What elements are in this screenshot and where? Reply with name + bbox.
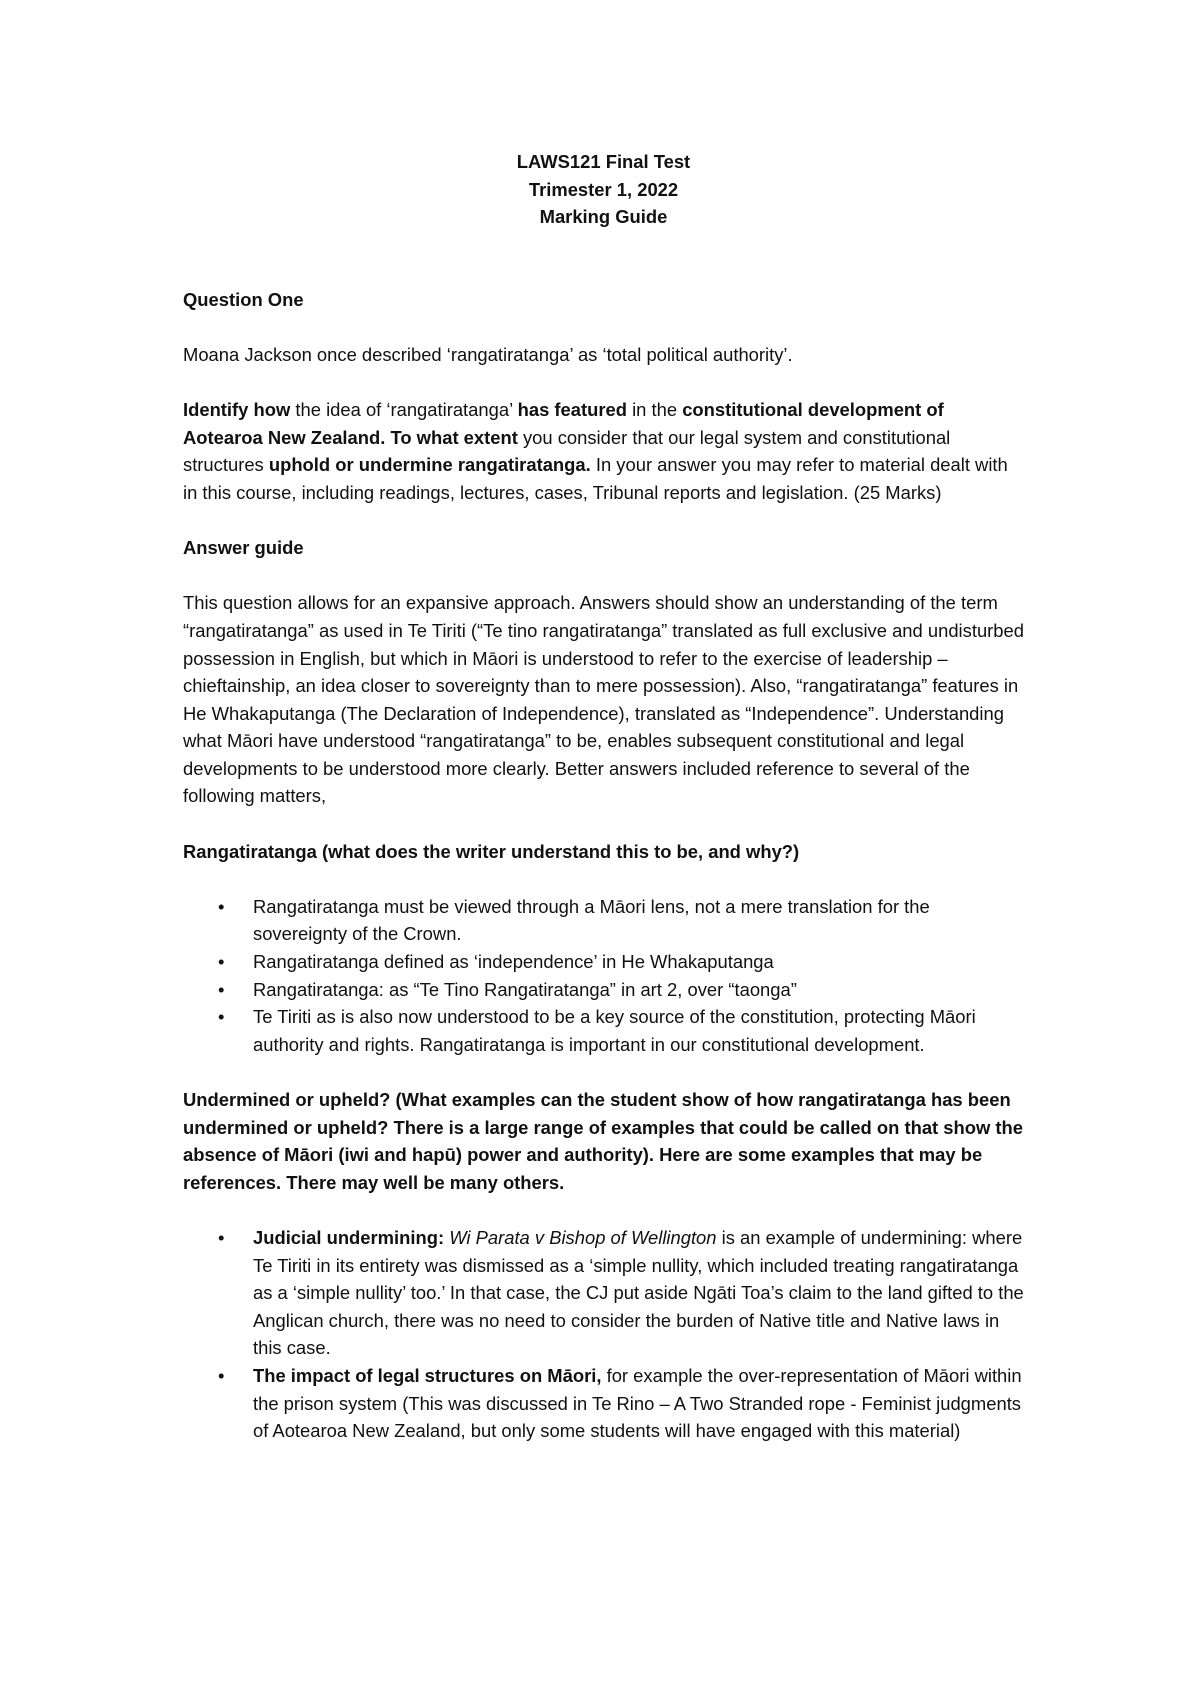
answer-guide-intro: This question allows for an expansive approach. Answers should show an understanding of the term “rangatiratanga” as used in Te Tiriti (“Te tino rangatiratanga” translated as full exclusive and undisturbed possession in English, but which in Māori is understood to refer to the exercise of leadership – chieftainship, an idea closer to sovereignty than to mere possession). Also, “rangatiratanga” features in He Whakaputanga (The Declaration of Independence), translated as “Independence”. Understanding what Māori have understood “rangatiratanga” to be, enables subsequent constitutional and legal developments to be understood more clearly. Better answers included reference to several of the following matters, bbox=[183, 592, 1024, 807]
list-item-judicial bbox=[183, 1224, 1024, 1362]
question-prompt bbox=[183, 396, 1024, 506]
answer-guide-heading: Answer guide bbox=[183, 537, 304, 559]
undermined-list bbox=[183, 1224, 1024, 1445]
case-name: Wi Parata v Bishop of Wellington bbox=[449, 1226, 717, 1248]
section-rangatiratanga-heading: Rangatiratanga (what does the writer understand this to be, and why?) bbox=[183, 840, 800, 862]
trimester-line: Trimester 1, 2022 bbox=[528, 178, 679, 200]
rangatiratanga-list bbox=[183, 893, 1024, 1059]
legal-structures-label: The impact of legal structures on Māori, bbox=[253, 1364, 602, 1386]
judicial-text: is an example of undermining: where Te Tiriti in its entirety was dismissed as a ‘simple nullity, which included treating rangatiratanga as a ‘simple nullity’ too.’ In that case, the CJ put aside Ngāti Toa’s claim to the land gifted to the Anglican church, there was no need to consider the burden of Native title and Native laws in this case. bbox=[253, 1226, 1024, 1359]
prompt-text-2: the idea of ‘rangatiratanga’ bbox=[290, 399, 518, 421]
judicial-label: Judicial undermining: bbox=[253, 1226, 445, 1248]
list-item: • Te Tiriti as is also now understood to be a key source of the constitution, protecting Māori authority and rights. Rangatiratanga is important in our constitutional development. bbox=[183, 1003, 1024, 1058]
legal-structures-text: for example the over-representation of Māori within the prison system (This was discussed in Te Rino – A Two Stranded rope - Feminist judgments of Aotearoa New Zealand, but only some students will have engaged with this material) bbox=[253, 1364, 1022, 1442]
prompt-bold-3: has featured bbox=[517, 399, 627, 421]
list-item: • Rangatiratanga defined as ‘independence’ in He Whakaputanga bbox=[183, 948, 1024, 976]
prompt-bold-1: Identify how bbox=[183, 399, 291, 421]
list-item: • Rangatiratanga: as “Te Tino Rangatiratanga” in art 2, over “taonga” bbox=[183, 976, 1024, 1004]
guide-title: Marking Guide bbox=[539, 206, 668, 228]
question-heading: Question One bbox=[183, 288, 304, 310]
section-undermined-heading: Undermined or upheld? (What examples can the student show of how rangatiratanga has been undermined or upheld? There is a large range of examples that could be called on that show the absence of Māori (iwi and hapū) power and authority). Here are some examples that may be references. There may well be many others. bbox=[183, 1089, 1023, 1193]
question-quote: Moana Jackson once described ‘rangatiratanga’ as ‘total political authority’. bbox=[183, 343, 793, 365]
prompt-text-8: In your answer you may refer to material dealt with in this course, including readings, lectures, cases, Tribunal reports and legislation. (25 Marks) bbox=[183, 454, 1008, 503]
list-item: • Rangatiratanga must be viewed through a Māori lens, not a mere translation for the sovereignty of the Crown. bbox=[183, 893, 1024, 948]
course-title: LAWS121 Final Test bbox=[516, 151, 691, 172]
document-title-block bbox=[183, 148, 1024, 231]
prompt-text-4: in the bbox=[626, 399, 683, 421]
prompt-bold-7: uphold or undermine rangatiratanga. bbox=[268, 454, 591, 476]
prompt-bold-5: constitutional development of Aotearoa New Zealand. To what extent bbox=[183, 399, 944, 448]
prompt-text-6: you consider that our legal system and constitutional structures bbox=[183, 426, 951, 476]
list-item-legal-structures bbox=[183, 1362, 1024, 1445]
